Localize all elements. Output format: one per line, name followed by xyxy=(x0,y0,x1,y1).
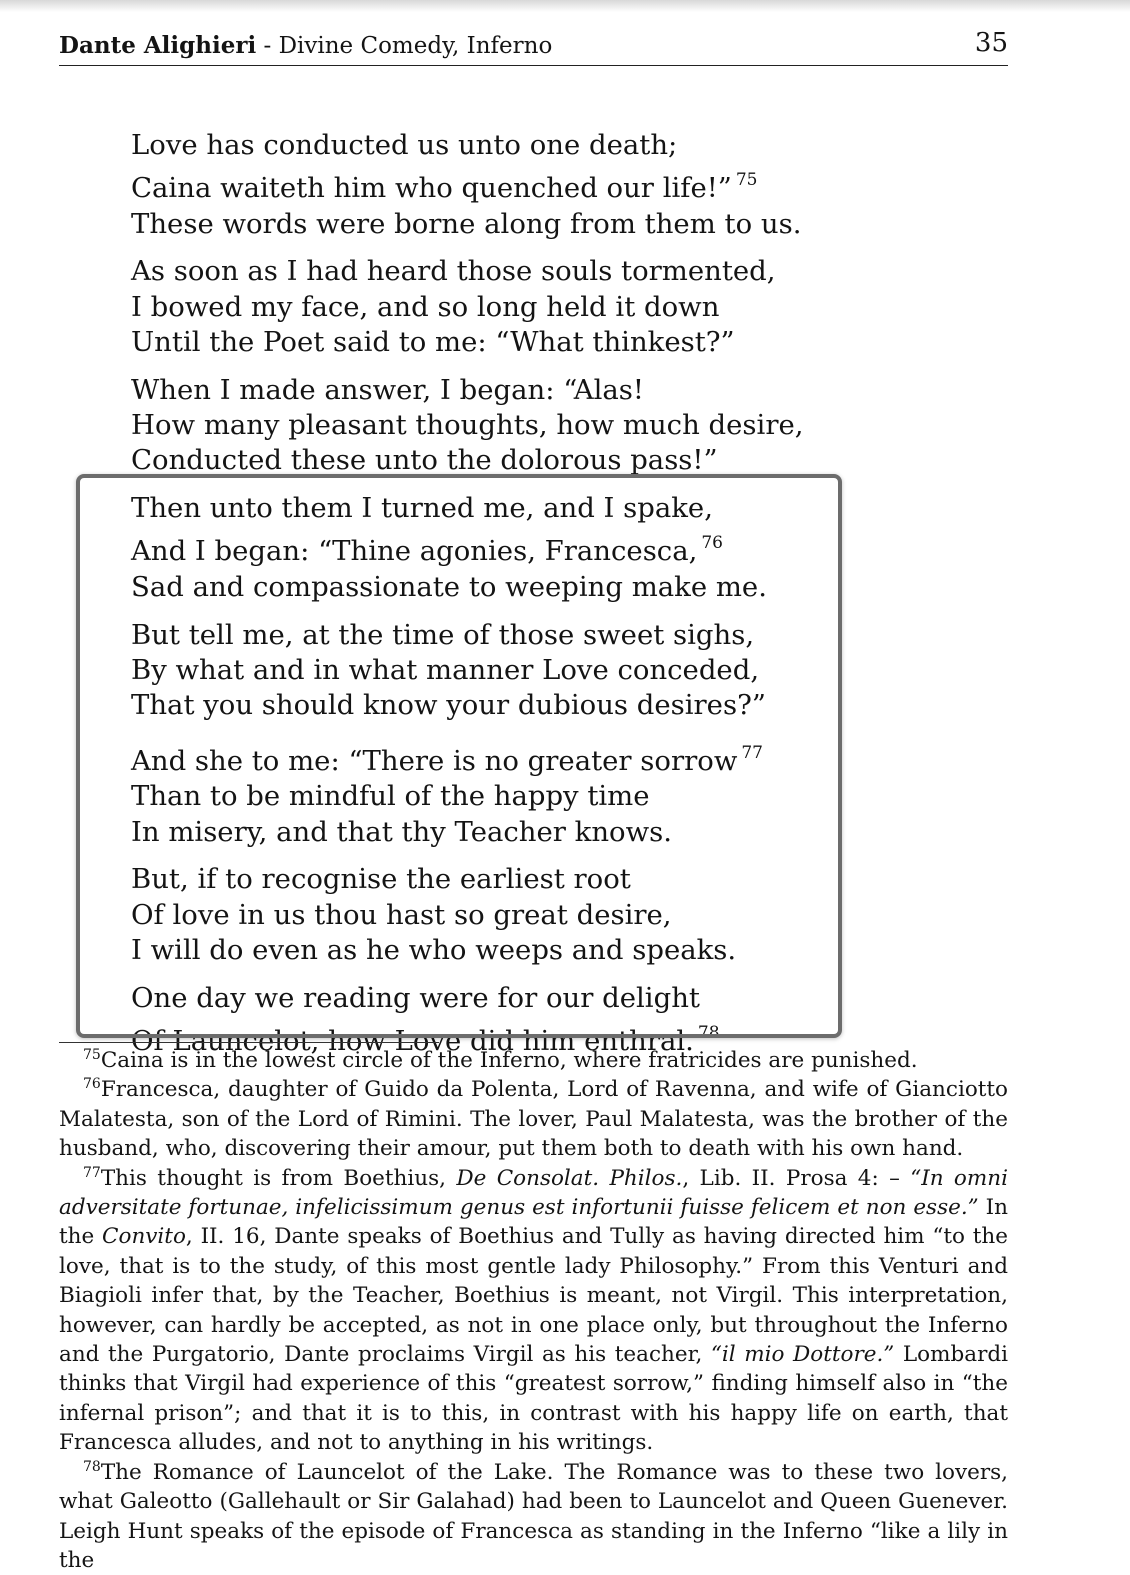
verse-line xyxy=(131,618,804,653)
footnote-text: Francesca, daughter of Guido da Polenta, Lord of Ravenna, and wife of Gianciotto Malatesta, son of the Lord of Rimini. The lover, Paul Malatesta, was the brother of the husband, who, discovering their amour, put them both to death with his own hand. xyxy=(59,1077,1008,1162)
verse-line xyxy=(131,254,804,289)
verse-line-text: That you should know your dubious desires?” xyxy=(131,689,766,722)
verse-line xyxy=(131,933,804,968)
verse-line xyxy=(131,408,804,443)
footnote-rule xyxy=(59,1042,439,1043)
verse-line-text: Of love in us thou hast so great desire, xyxy=(131,898,672,931)
verse-line xyxy=(131,526,804,569)
verse-line-text: As soon as I had heard those souls tormented, xyxy=(131,255,776,288)
verse-line xyxy=(131,779,804,814)
footnote-number: 76 xyxy=(83,1076,101,1093)
verse-line-text: How many pleasant thoughts, how much desire, xyxy=(131,409,804,442)
footnote-text: Caina is in the lowest circle of the Inferno, where fratricides are punished. xyxy=(100,1048,918,1073)
verse-line xyxy=(131,290,804,325)
verse-line xyxy=(131,653,804,688)
verse-line xyxy=(131,898,804,933)
verse-line-text: Love has conducted us unto one death; xyxy=(131,129,678,161)
footnote-marker[interactable]: 76 xyxy=(701,533,723,554)
verse-line-text: By what and in what manner Love conceded, xyxy=(131,653,760,686)
verse-line-text: One day we reading were for our delight xyxy=(131,981,700,1014)
verse-line xyxy=(131,815,804,850)
header-separator: - xyxy=(256,33,279,59)
stanza xyxy=(131,491,804,605)
stanza xyxy=(131,736,804,850)
verse-line xyxy=(131,570,804,605)
footnote-text: This thought is from Boethius, xyxy=(100,1165,457,1191)
verse-line-text: I will do even as he who weeps and speaks. xyxy=(131,933,737,966)
verse-line xyxy=(131,443,804,478)
verse-line xyxy=(131,373,804,408)
page-number: 35 xyxy=(974,28,1008,58)
verse-line-text: Until the Poet said to me: “What thinkest?” xyxy=(131,325,735,358)
footnote-number: 75 xyxy=(83,1047,101,1063)
verse-line-text: But tell me, at the time of those sweet sighs, xyxy=(131,618,755,651)
stanza xyxy=(131,618,804,724)
verse-line-text: Caina waiteth him who quenched our life!” xyxy=(131,172,732,205)
stanza xyxy=(131,862,804,968)
running-title xyxy=(59,32,552,59)
verse-line xyxy=(131,981,804,1016)
verse-line xyxy=(131,128,804,163)
footnote-78 xyxy=(59,1458,1008,1575)
page-top-shadow xyxy=(0,0,1130,12)
footnote-77 xyxy=(59,1164,1008,1458)
verse-line-text: Conducted these unto the dolorous pass!” xyxy=(131,444,718,477)
verse-line-text: Then unto them I turned me, and I spake, xyxy=(131,492,713,525)
footnote-marker[interactable]: 77 xyxy=(741,742,763,763)
verse-line-text: I bowed my face, and so long held it down xyxy=(131,290,720,323)
verse-line-text: And she to me: “There is no greater sorrow xyxy=(131,744,738,777)
footnote-text: The Romance of Launcelot of the Lake. The Romance was to these two lovers, what Galeotto (Gallehault or Sir Galahad) had been to Launcelot and Queen Guenever. Leigh Hunt speaks of the episode of Francesca as standing in the Inferno “like a lily in the xyxy=(59,1459,1008,1573)
footnote-marker[interactable]: 78 xyxy=(697,1023,720,1044)
verse-line-text: Sad and compassionate to weeping make me. xyxy=(131,570,767,603)
footnote-text: In the xyxy=(59,1195,1008,1250)
verse-line xyxy=(131,325,804,360)
verse-line-text: Of Launcelot, how Love did him enthral. xyxy=(131,1025,694,1058)
footnote-marker[interactable]: 75 xyxy=(735,170,758,191)
footnote-italic-text: De Consolat. Philos. xyxy=(456,1165,683,1191)
verse-line-text: Than to be mindful of the happy time xyxy=(131,780,650,813)
verse-line xyxy=(131,163,804,206)
footnotes-section xyxy=(59,1046,1008,1575)
stanza xyxy=(131,373,804,479)
verse-body xyxy=(131,128,804,1072)
header-author: Dante Alighieri xyxy=(59,32,257,59)
verse-line xyxy=(131,688,804,723)
verse-line xyxy=(131,491,804,526)
verse-line-text: These words were borne along from them to us. xyxy=(131,207,802,240)
footnote-text: , Lib. II. Prosa 4: – xyxy=(682,1165,911,1191)
footnote-italic-text: “In omni adversitate fortunae, infelicissimum genus est infortunii fuisse felicem et non esse.” xyxy=(59,1165,1008,1221)
footnote-number: 78 xyxy=(83,1458,101,1475)
footnote-text: , II. 16, Dante speaks of Boethius and Tully as having directed him “to the love, that is to the study, of this most gentle lady Philosophy.” From this Venturi and Biagioli infer that, by the Teacher, Boethius is meant, not Virgil. This interpretation, however, can hardly be accepted, as not in one place only, but throughout the Inferno and the Purgatorio, Dante proclaims Virgil as his teacher, xyxy=(59,1224,1009,1368)
running-header xyxy=(59,28,1008,66)
footnote-number: 77 xyxy=(83,1164,101,1181)
footnote-italic-text: Convito xyxy=(102,1224,186,1250)
footnote-text: Lombardi thinks that Virgil had experience of this “greatest sorrow,” finding himself also in “the infernal prison”; and that it is to this, in contrast with his happy life on earth, that Francesca alludes, and not to anything in his writings. xyxy=(59,1342,1008,1456)
verse-line-text: And I began: “Thine agonies, Francesca, xyxy=(131,535,698,568)
verse-line-text: But, if to recognise the earliest root xyxy=(131,863,631,896)
footnote-italic-text: “il mio Dottore.” xyxy=(710,1342,895,1368)
stanza xyxy=(131,254,804,360)
footnote-76 xyxy=(59,1075,1008,1163)
verse-line xyxy=(131,207,804,242)
verse-line xyxy=(131,862,804,897)
verse-line-text: In misery, and that thy Teacher knows. xyxy=(131,815,673,848)
stanza xyxy=(131,128,804,242)
verse-line xyxy=(131,736,804,779)
verse-line-text: When I made answer, I began: “Alas! xyxy=(131,373,644,406)
footnote-75 xyxy=(59,1046,1008,1075)
header-title: Divine Comedy, Inferno xyxy=(278,33,553,59)
